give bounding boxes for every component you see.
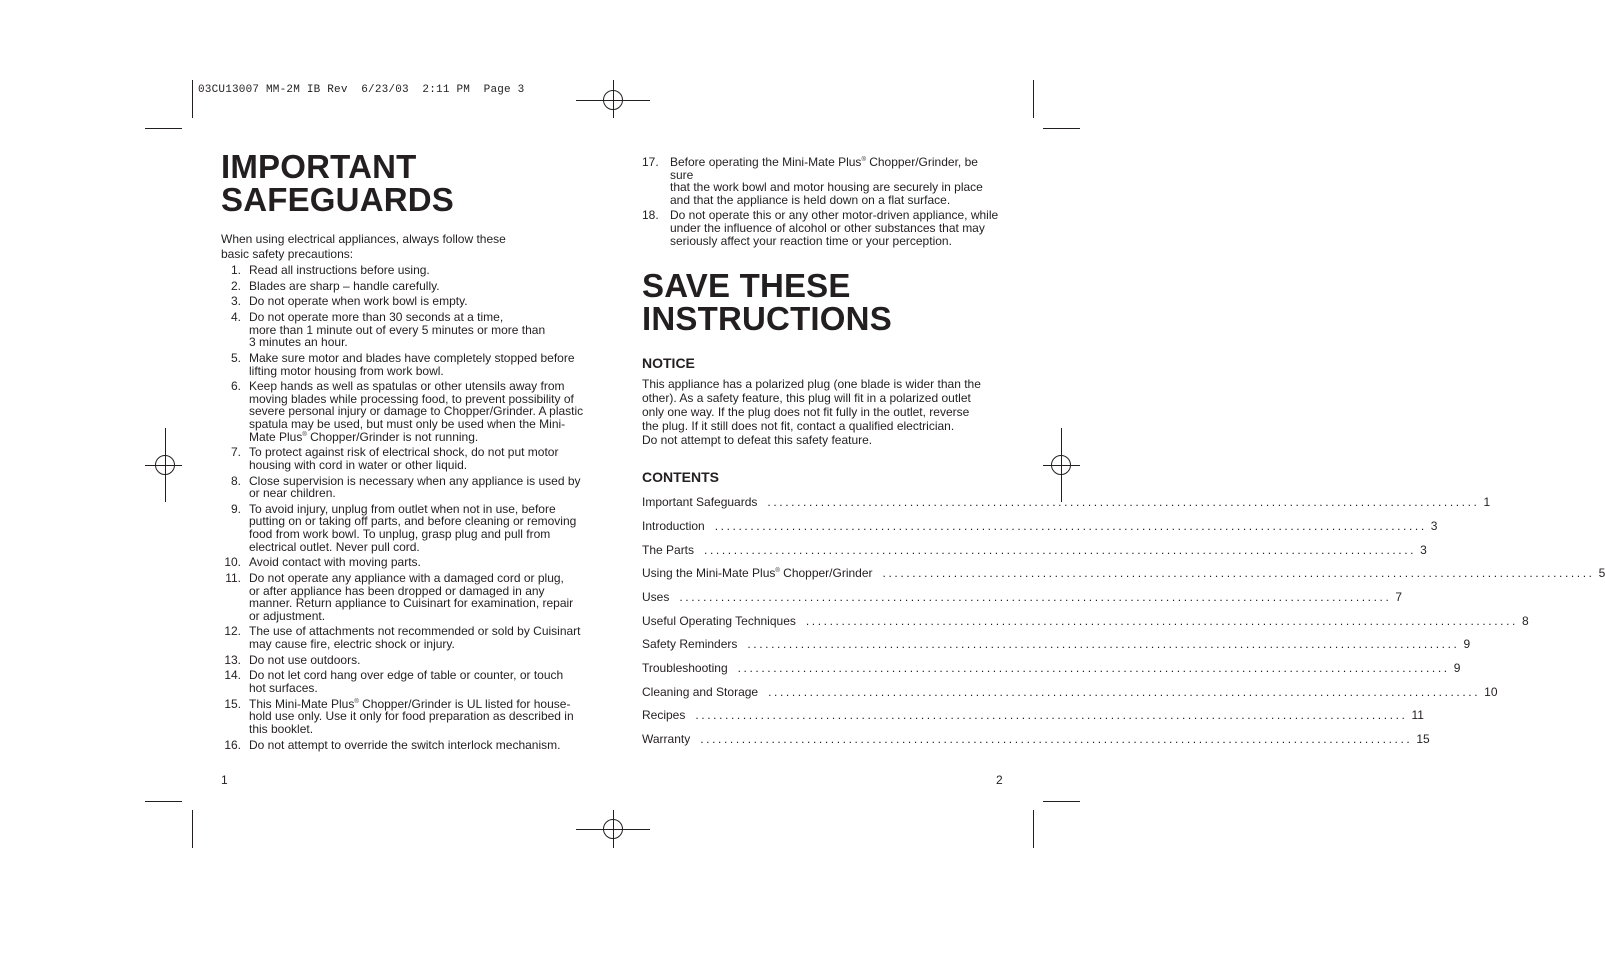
list-item-line: Do not operate any appliance with a damaged cord or plug,	[249, 571, 564, 585]
toc-entry-page: 5	[1598, 566, 1605, 581]
toc-leader-dots: ........................................................................................................................	[767, 495, 1480, 510]
printer-slug: 03CU13007 MM-2M IB Rev 6/23/03 2:11 PM Page 3	[198, 84, 525, 96]
list-item-number: 4.	[230, 310, 241, 325]
safeguards-list	[221, 264, 586, 751]
list-item-line: This Mini-Mate Plus® Chopper/Grinder is UL listed for house-	[249, 696, 571, 711]
toc-entry-page: 3	[1430, 518, 1438, 533]
list-item	[221, 352, 586, 377]
list-item-number: 8.	[230, 473, 241, 488]
list-item-number: 14.	[224, 668, 241, 683]
page-number-left: 1	[221, 773, 228, 787]
table-of-contents	[642, 495, 1605, 756]
list-item-line: or adjustment.	[249, 608, 326, 623]
list-item-number: 13.	[224, 652, 241, 667]
toc-entry-label: Troubleshooting	[642, 661, 728, 676]
toc-entry-label: Warranty	[642, 732, 691, 747]
list-item-line: Do not attempt to override the switch interlock mechanism.	[249, 737, 561, 752]
safeguards-list-continued	[642, 156, 1004, 247]
list-item-number: 6.	[230, 379, 241, 394]
list-item-line: moving blades while processing food, to prevent possibility of	[249, 391, 574, 406]
toc-leader-dots: ........................................................................................................................	[700, 732, 1413, 747]
toc-entry-label: Cleaning and Storage	[642, 684, 759, 699]
list-item-number: 9.	[230, 501, 241, 516]
list-item	[221, 311, 586, 349]
toc-entry-page: 11	[1411, 708, 1424, 723]
toc-leader-dots: ........................................................................................................................	[747, 637, 1460, 652]
list-item-number: 3.	[230, 294, 241, 309]
list-item	[221, 739, 586, 752]
crop-mark-tl-v	[192, 80, 193, 118]
toc-entry-label: The Parts	[642, 542, 695, 557]
list-item-line: or near children.	[249, 486, 336, 501]
toc-entry-page: 1	[1483, 495, 1491, 510]
list-item	[221, 669, 586, 694]
list-item-line: Mate Plus® Chopper/Grinder is not running.	[249, 429, 479, 444]
toc-entry	[642, 613, 1529, 638]
list-item-line: lifting motor housing from work bowl.	[249, 363, 444, 378]
toc-entry-label: Using the Mini-Mate Plus® Chopper/Grinder	[642, 566, 873, 581]
toc-leader-dots: ........................................................................................................................	[704, 542, 1417, 557]
list-item	[221, 625, 586, 650]
toc-leader-dots: ........................................................................................................................	[737, 661, 1450, 676]
list-item-line: spatula may be used, but must only be used when the Mini-	[249, 417, 566, 431]
toc-entry	[642, 661, 1461, 685]
list-item-line: hold use only. Use it only for food preparation as described in	[249, 709, 574, 724]
list-item-number: 2.	[230, 278, 241, 293]
list-item-line: and that the appliance is held down on a flat surface.	[670, 192, 951, 207]
list-item-line: To avoid injury, unplug from outlet when not in use, before	[249, 501, 556, 516]
toc-entry-label: Safety Reminders	[642, 637, 738, 652]
list-item-number: 10.	[224, 555, 241, 570]
crop-mark-bl-v	[192, 810, 193, 848]
list-item-number: 16.	[224, 737, 241, 752]
toc-entry	[642, 495, 1491, 519]
list-item-number: 1.	[230, 263, 241, 277]
list-item-line: or after appliance has been dropped or damaged in any	[249, 583, 545, 598]
toc-entry-page: 9	[1453, 661, 1461, 676]
toc-leader-dots: ........................................................................................................................	[768, 684, 1481, 699]
notice-line: Do not attempt to defeat this safety feature.	[642, 433, 873, 448]
toc-leader-dots: ........................................................................................................................	[695, 708, 1408, 723]
notice-heading: NOTICE	[642, 355, 695, 372]
list-item-number: 15.	[224, 696, 241, 711]
crop-mark-br-h	[1043, 801, 1080, 802]
list-item	[221, 698, 586, 736]
list-item-number: 7.	[230, 445, 241, 460]
list-item-line: Make sure motor and blades have completely stopped before	[249, 350, 575, 365]
list-item	[221, 503, 586, 553]
list-item-line: To protect against risk of electrical shock, do not put motor	[249, 445, 559, 460]
list-item-line: seriously affect your reaction time or your perception.	[670, 233, 952, 248]
list-item-line: may cause fire, electric shock or injury.	[249, 637, 455, 652]
toc-leader-dots: ........................................................................................................................	[679, 590, 1392, 604]
list-item-number: 12.	[224, 624, 241, 639]
toc-entry	[642, 732, 1430, 756]
toc-entry	[642, 518, 1438, 543]
notice-line: only one way. If the plug does not fit fully in the outlet, reverse	[642, 405, 970, 420]
notice-line: the plug. If it still does not fit, contact a qualified electrician.	[642, 419, 955, 434]
list-item-line: Do not operate this or any other motor-driven appliance, while	[670, 208, 999, 223]
list-item-line: more than 1 minute out of every 5 minutes or more than	[249, 322, 546, 337]
list-item-number: 18.	[642, 208, 659, 223]
toc-entry	[642, 708, 1424, 732]
list-item-line: under the influence of alcohol or other substances that may	[670, 221, 985, 236]
list-item	[642, 156, 1004, 206]
toc-entry-label: Uses	[642, 590, 670, 604]
list-item	[221, 446, 586, 471]
toc-entry-label: Introduction	[642, 518, 705, 533]
toc-leader-dots: ........................................................................................................................	[882, 566, 1595, 581]
crop-mark-bl-h	[145, 801, 182, 802]
list-item-line: The use of attachments not recommended or sold by Cuisinart	[249, 624, 581, 639]
toc-entry	[642, 684, 1498, 709]
list-item-number: 11.	[225, 571, 241, 585]
list-item-line: electrical outlet. Never pull cord.	[249, 539, 420, 554]
page-number-right: 2	[996, 773, 1003, 787]
list-item-line: Read all instructions before using.	[249, 263, 430, 277]
list-item-line: that the work bowl and motor housing are securely in place	[670, 180, 983, 195]
list-item-line: food from work bowl. To unplug, grasp plug and pull from	[249, 527, 551, 542]
list-item-line: severe personal injury or damage to Chopper/Grinder. A plastic	[249, 404, 584, 419]
left-page	[221, 150, 586, 754]
toc-entry-label: Recipes	[642, 708, 686, 723]
list-item-line: Blades are sharp – handle carefully.	[249, 278, 440, 293]
list-item-line: putting on or taking off parts, and before cleaning or removing	[249, 514, 577, 529]
notice-line: This appliance has a polarized plug (one blade is wider than the	[642, 377, 981, 392]
toc-entry-label: Useful Operating Techniques	[642, 613, 796, 628]
toc-entry	[642, 566, 1605, 590]
toc-entry-label: Important Safeguards	[642, 495, 758, 510]
right-page	[642, 154, 1605, 756]
list-item-line: manner. Return appliance to Cuisinart for examination, repair	[249, 596, 574, 611]
toc-entry-page: 15	[1416, 732, 1430, 747]
notice-text	[642, 377, 1004, 447]
list-item-line: Do not operate when work bowl is empty.	[249, 294, 468, 309]
list-item	[221, 475, 586, 500]
list-item	[221, 654, 586, 667]
toc-entry-page: 10	[1484, 684, 1498, 699]
toc-entry-page: 3	[1420, 542, 1427, 557]
toc-entry	[642, 590, 1403, 614]
list-item	[221, 572, 586, 622]
list-item	[221, 280, 586, 293]
list-item-line: Do not let cord hang over edge of table or counter, or touch	[249, 668, 564, 683]
toc-leader-dots: ........................................................................................................................	[805, 613, 1518, 628]
safeguards-title: IMPORTANT SAFEGUARDS	[221, 148, 455, 218]
toc-entry-page: 9	[1463, 637, 1471, 652]
toc-entry-page: 8	[1521, 613, 1529, 628]
list-item-line: housing with cord in water or other liquid.	[249, 457, 468, 472]
crop-mark-tr-h	[1043, 128, 1080, 129]
list-item-line: Keep hands as well as spatulas or other utensils away from	[249, 379, 565, 394]
list-item	[221, 556, 586, 569]
list-item-line: Close supervision is necessary when any appliance is used by	[249, 473, 581, 488]
list-item	[221, 380, 586, 443]
toc-entry-page: 7	[1395, 590, 1403, 604]
list-item-line: this booklet.	[249, 721, 314, 736]
toc-entry	[642, 637, 1471, 661]
list-item-line: 3 minutes an hour.	[249, 335, 348, 350]
notice-line: other). As a safety feature, this plug will fit in a polarized outlet	[642, 391, 971, 406]
list-item-line: Avoid contact with moving parts.	[249, 555, 421, 570]
safeguards-intro: When using electrical appliances, always follow these basic safety precautions:	[221, 232, 506, 261]
crop-mark-br-v	[1033, 810, 1034, 848]
crop-mark-tl-h	[145, 128, 182, 129]
list-item-line: hot surfaces.	[249, 681, 318, 696]
list-item	[642, 209, 1004, 247]
list-item-line: Do not use outdoors.	[249, 652, 361, 667]
save-instructions-title: SAVE THESE INSTRUCTIONS	[642, 267, 892, 338]
contents-heading: CONTENTS	[642, 469, 719, 486]
list-item-line: Before operating the Mini-Mate Plus® Chopper/Grinder, be sure	[670, 155, 978, 182]
crop-mark-tr-v	[1033, 80, 1034, 118]
list-item-number: 17.	[642, 155, 659, 169]
list-item-line: Do not operate more than 30 seconds at a time,	[249, 310, 504, 325]
list-item	[221, 295, 586, 308]
list-item	[221, 264, 586, 277]
toc-leader-dots: ........................................................................................................................	[714, 518, 1427, 533]
toc-entry	[642, 542, 1427, 567]
list-item-number: 5.	[230, 350, 241, 365]
